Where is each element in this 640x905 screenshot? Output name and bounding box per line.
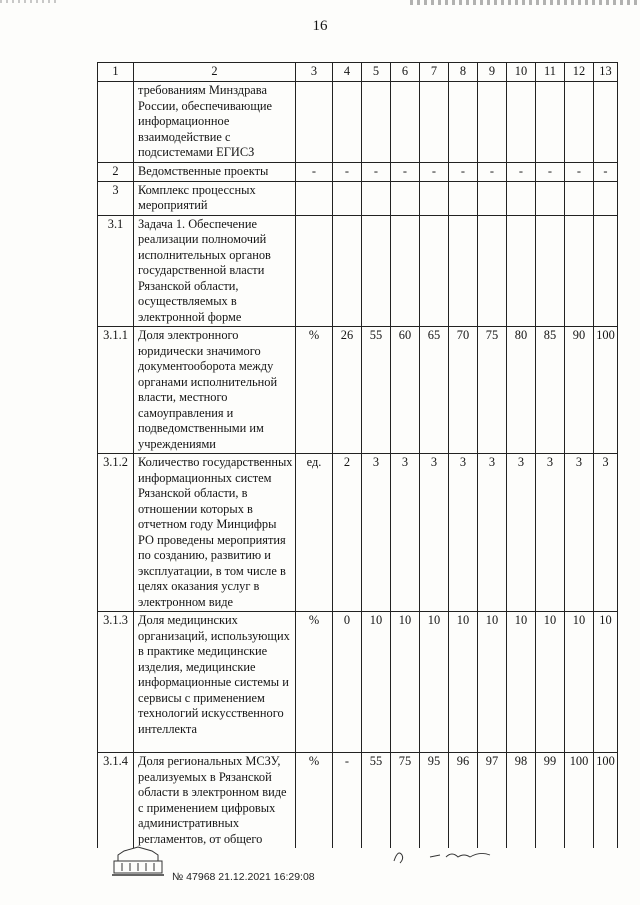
value-cell	[507, 82, 536, 163]
value-cell: -	[333, 162, 362, 181]
indicator-name: требованиям Минздрава России, обеспечивающие информационное взаимодействие с подсистемами ЕГИСЗ	[134, 82, 296, 163]
value-cell	[420, 82, 449, 163]
indicators-table	[97, 62, 618, 848]
value-cell: 60	[391, 327, 420, 454]
value-cell: 0	[333, 612, 362, 753]
registration-stamp: № 47968 21.12.2021 16:29:08	[172, 871, 315, 883]
value-cell	[565, 82, 594, 163]
value-cell: 90	[565, 327, 594, 454]
value-cell: 70	[449, 327, 478, 454]
value-cell	[565, 181, 594, 215]
value-cell: 3	[594, 454, 618, 612]
value-cell: 85	[536, 327, 565, 454]
value-cell	[333, 181, 362, 215]
unit-cell	[296, 181, 333, 215]
indicator-name: Доля электронного юридически значимого документооборота между органами исполнительной власти, местного самоуправления и подведомственными им учреждениями	[134, 327, 296, 454]
value-cell	[333, 215, 362, 327]
row-number: 3.1.3	[98, 612, 134, 753]
value-cell	[362, 181, 391, 215]
row-number: 3	[98, 181, 134, 215]
value-cell: 3	[391, 454, 420, 612]
row-number: 3.1.1	[98, 327, 134, 454]
value-cell: 3	[362, 454, 391, 612]
column-header: 4	[333, 63, 362, 82]
column-header: 13	[594, 63, 618, 82]
value-cell	[362, 82, 391, 163]
value-cell	[536, 215, 565, 327]
value-cell	[478, 82, 507, 163]
value-cell: 2	[333, 454, 362, 612]
value-cell: 95	[420, 753, 449, 849]
value-cell: -	[594, 162, 618, 181]
table-row	[98, 753, 618, 849]
unit-cell: ед.	[296, 454, 333, 612]
unit-cell: %	[296, 753, 333, 849]
value-cell: 10	[565, 612, 594, 753]
value-cell	[565, 215, 594, 327]
table-row	[98, 454, 618, 612]
registry-seal-icon	[110, 843, 166, 877]
value-cell: 100	[594, 753, 618, 849]
value-cell: 10	[536, 612, 565, 753]
unit-cell: %	[296, 612, 333, 753]
value-cell: 55	[362, 753, 391, 849]
indicator-name: Доля региональных МСЗУ, реализуемых в Рязанской области в электронном виде с применением цифровых административных регламентов, от общего	[134, 753, 296, 849]
value-cell	[449, 181, 478, 215]
value-cell	[536, 82, 565, 163]
value-cell	[478, 215, 507, 327]
column-header: 2	[134, 63, 296, 82]
value-cell: 3	[507, 454, 536, 612]
unit-cell	[296, 82, 333, 163]
value-cell: 75	[478, 327, 507, 454]
value-cell: -	[565, 162, 594, 181]
value-cell: -	[333, 753, 362, 849]
value-cell	[478, 181, 507, 215]
value-cell: 10	[507, 612, 536, 753]
value-cell: 55	[362, 327, 391, 454]
document-footer	[110, 843, 610, 893]
value-cell: 3	[536, 454, 565, 612]
table-header-row	[98, 63, 618, 82]
value-cell	[449, 82, 478, 163]
value-cell: 10	[420, 612, 449, 753]
value-cell: -	[391, 162, 420, 181]
column-header: 8	[449, 63, 478, 82]
unit-cell	[296, 215, 333, 327]
value-cell	[362, 215, 391, 327]
value-cell	[391, 215, 420, 327]
value-cell	[594, 82, 618, 163]
value-cell: 100	[565, 753, 594, 849]
table-row	[98, 612, 618, 753]
unit-cell: %	[296, 327, 333, 454]
scan-edge-mark	[410, 0, 640, 5]
indicator-name: Комплекс процессных мероприятий	[134, 181, 296, 215]
table-row	[98, 181, 618, 215]
table-row	[98, 327, 618, 454]
column-header: 12	[565, 63, 594, 82]
value-cell: 10	[449, 612, 478, 753]
value-cell: 98	[507, 753, 536, 849]
value-cell: 10	[594, 612, 618, 753]
table-row	[98, 162, 618, 181]
value-cell: 3	[478, 454, 507, 612]
column-header: 6	[391, 63, 420, 82]
value-cell	[333, 82, 362, 163]
row-number: 3.1.4	[98, 753, 134, 849]
value-cell	[594, 181, 618, 215]
row-number: 2	[98, 162, 134, 181]
value-cell	[449, 215, 478, 327]
indicator-name: Количество государственных информационных систем Рязанской области, в отношении которых в отчетном году Минцифры РО проведены мероприятия по созданию, развитию и эксплуатации, в том числе в целях оказания услуг в электронном виде	[134, 454, 296, 612]
value-cell	[536, 181, 565, 215]
value-cell: -	[362, 162, 391, 181]
column-header: 1	[98, 63, 134, 82]
value-cell: 97	[478, 753, 507, 849]
column-header: 11	[536, 63, 565, 82]
value-cell: 96	[449, 753, 478, 849]
column-header: 10	[507, 63, 536, 82]
value-cell: -	[478, 162, 507, 181]
indicator-name: Ведомственные проекты	[134, 162, 296, 181]
column-header: 3	[296, 63, 333, 82]
scan-edge-mark	[0, 0, 60, 3]
value-cell	[507, 215, 536, 327]
value-cell: 3	[449, 454, 478, 612]
row-number	[98, 82, 134, 163]
signature-icon	[390, 845, 510, 865]
value-cell: 65	[420, 327, 449, 454]
value-cell	[391, 181, 420, 215]
value-cell	[391, 82, 420, 163]
table-row	[98, 82, 618, 163]
value-cell	[594, 215, 618, 327]
value-cell: 75	[391, 753, 420, 849]
value-cell	[507, 181, 536, 215]
value-cell: 10	[391, 612, 420, 753]
value-cell: -	[420, 162, 449, 181]
indicator-name: Задача 1. Обеспечение реализации полномочий исполнительных органов государственной власти Рязанской области, осуществляемых в электронной форме	[134, 215, 296, 327]
value-cell: 80	[507, 327, 536, 454]
value-cell: 99	[536, 753, 565, 849]
column-header: 5	[362, 63, 391, 82]
value-cell: -	[507, 162, 536, 181]
value-cell: 3	[420, 454, 449, 612]
column-header: 7	[420, 63, 449, 82]
column-header: 9	[478, 63, 507, 82]
value-cell: 10	[362, 612, 391, 753]
unit-cell: -	[296, 162, 333, 181]
value-cell	[420, 215, 449, 327]
row-number: 3.1	[98, 215, 134, 327]
value-cell: 10	[478, 612, 507, 753]
value-cell: 100	[594, 327, 618, 454]
value-cell: -	[449, 162, 478, 181]
table-row	[98, 215, 618, 327]
value-cell: 3	[565, 454, 594, 612]
value-cell: -	[536, 162, 565, 181]
indicator-name: Доля медицинских организаций, использующих в практике медицинские изделия, медицинские информационные системы и сервисы с применением технологий искусственного интеллекта	[134, 612, 296, 753]
value-cell: 26	[333, 327, 362, 454]
row-number: 3.1.2	[98, 454, 134, 612]
page-number: 16	[312, 18, 328, 34]
value-cell	[420, 181, 449, 215]
